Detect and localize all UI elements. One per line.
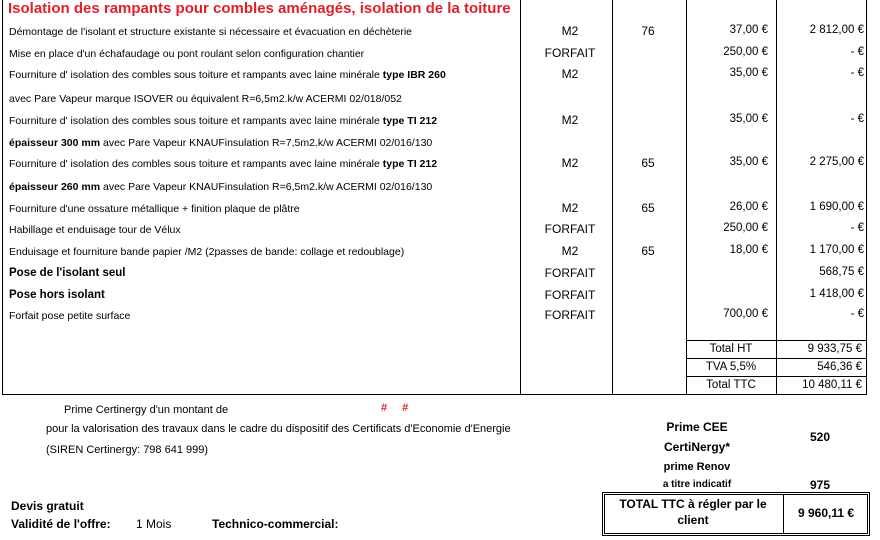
- row-description: [9, 289, 105, 301]
- table-row: [0, 65, 880, 85]
- final-total-divider: [783, 495, 784, 533]
- final-total-label-line-2: client: [677, 513, 709, 527]
- row-description: [9, 246, 404, 258]
- row-description-emphasis: épaisseur 260 mm: [9, 181, 101, 193]
- final-total-value: 9 960,11 €: [797, 506, 855, 520]
- row-unit-price: 700,00 €: [723, 308, 768, 320]
- prime-cee-value: 520: [809, 430, 831, 444]
- row-total: - €: [850, 46, 864, 58]
- row-unit: M2: [561, 113, 579, 127]
- row-total: 1 418,00 €: [809, 288, 864, 300]
- table-row: [0, 44, 880, 64]
- row-description-text: Enduisage et fourniture bande papier /M2 (2passes de bande: collage et redoublage): [9, 246, 405, 258]
- row-description: [9, 137, 432, 149]
- row-description: [9, 203, 300, 215]
- table-row: [0, 220, 880, 240]
- row-total: - €: [850, 113, 864, 125]
- totals-value: 9 933,75 €: [807, 343, 862, 355]
- row-total: - €: [850, 308, 864, 320]
- row-description: [9, 69, 446, 81]
- table-row: [0, 199, 880, 219]
- row-description-text: Fourniture d' isolation des combles sous toiture et rampants avec laine minérale: [9, 115, 383, 127]
- prime-line-2: pour la valorisation des travaux dans le cadre du dispositif des Certificats d'Economie d'Energie: [46, 423, 511, 435]
- row-unit: FORFAIT: [544, 46, 596, 60]
- row-description-text: Mise en place d'un échafaudage ou pont roulant selon configuration chantier: [9, 48, 365, 60]
- row-description-text: avec Pare Vapeur KNAUFinsulation R=7,5m2.k/w ACERMI 02/016/130: [100, 137, 433, 149]
- row-unit: M2: [561, 244, 579, 258]
- table-row: [0, 22, 880, 42]
- row-description: [9, 158, 437, 170]
- row-description-text: Fourniture d'une ossature métallique + finition plaque de plâtre: [9, 203, 300, 215]
- table-row: [0, 89, 880, 109]
- row-unit: FORFAIT: [544, 308, 596, 322]
- totals-label: Total TTC: [706, 379, 756, 391]
- prime-cee-label-2: CertiNergy*: [663, 440, 731, 454]
- prime-line-3: (SIREN Certinergy: 798 641 999): [46, 444, 209, 456]
- prime-renov-sub: a titre indicatif: [662, 479, 732, 490]
- section-title: Isolation des rampants pour combles aménagés, isolation de la toiture: [8, 0, 511, 17]
- row-quantity: 76: [641, 24, 655, 38]
- row-description: [9, 115, 437, 127]
- row-total: 2 275,00 €: [809, 156, 864, 168]
- row-description-text: Fourniture d' isolation des combles sous toiture et rampants avec laine minérale: [9, 158, 383, 170]
- final-total-label-line-1: TOTAL TTC à régler par le: [619, 497, 767, 511]
- prime-renov-label: prime Renov: [663, 461, 731, 473]
- row-description: [9, 93, 402, 105]
- table-row: [0, 133, 880, 153]
- row-description-emphasis: type TI 212: [382, 158, 438, 170]
- totals-row: [688, 342, 866, 360]
- row-total: 1 690,00 €: [809, 201, 864, 213]
- row-quantity: 65: [641, 201, 655, 215]
- prime-line-1: Prime Certinergy d'un montant de: [64, 404, 229, 416]
- table-row: [0, 306, 880, 326]
- row-unit-price: 250,00 €: [723, 46, 768, 58]
- validite-label: Validité de l'offre:: [11, 517, 111, 531]
- row-unit-price: 35,00 €: [729, 67, 768, 79]
- row-description-text: Pose hors isolant: [9, 289, 105, 301]
- row-description: [9, 224, 181, 236]
- row-description-text: Habillage et enduisage tour de Vélux: [9, 224, 181, 236]
- row-unit: FORFAIT: [544, 266, 596, 280]
- prime-amount-placeholder: # #: [381, 402, 415, 414]
- row-description-emphasis: épaisseur 300 mm: [9, 137, 101, 149]
- prime-renov-value: 975: [809, 478, 831, 492]
- row-description-emphasis: type TI 212: [382, 115, 438, 127]
- technico-commercial-label: Technico-commercial:: [212, 517, 339, 531]
- row-description-text: avec Pare Vapeur KNAUFinsulation R=6,5m2.k/w ACERMI 02/016/130: [100, 181, 433, 193]
- totals-value: 10 480,11 €: [802, 379, 862, 391]
- table-row: [0, 111, 880, 131]
- row-unit-price: 37,00 €: [729, 24, 768, 36]
- row-unit: M2: [561, 156, 579, 170]
- table-row: [0, 177, 880, 197]
- totals-label: Total HT: [709, 343, 753, 355]
- table-row: [0, 242, 880, 262]
- row-unit: FORFAIT: [544, 222, 596, 236]
- row-total: - €: [850, 67, 864, 79]
- row-total: 568,75 €: [819, 266, 864, 278]
- totals-label: TVA 5,5%: [705, 361, 757, 373]
- totals-line-top: [686, 340, 867, 341]
- row-total: 1 170,00 €: [809, 244, 864, 256]
- row-unit-price: 250,00 €: [723, 222, 768, 234]
- row-total: - €: [850, 222, 864, 234]
- row-unit: M2: [561, 67, 579, 81]
- totals-row: [688, 360, 866, 378]
- row-unit: M2: [561, 201, 579, 215]
- row-quantity: 65: [641, 156, 655, 170]
- row-description-emphasis: type IBR 260: [382, 69, 446, 81]
- table-row: [0, 286, 880, 306]
- row-description: [9, 48, 364, 60]
- prime-cee-label: Prime CEE: [666, 420, 728, 434]
- row-unit-price: 18,00 €: [729, 244, 768, 256]
- row-description: [9, 267, 126, 279]
- final-total-box: [604, 494, 868, 534]
- row-unit: M2: [561, 24, 579, 38]
- totals-row: [688, 378, 866, 396]
- row-description: [9, 181, 432, 193]
- row-description-text: Démontage de l'isolant et structure existante si nécessaire et évacuation en déchèterie: [9, 26, 412, 38]
- row-description: [9, 26, 412, 38]
- row-unit: FORFAIT: [544, 288, 596, 302]
- final-total-label: [605, 496, 781, 528]
- row-quantity: 65: [641, 244, 655, 258]
- validite-value: 1 Mois: [136, 517, 172, 531]
- row-description-text: Forfait pose petite surface: [9, 310, 131, 322]
- table-row: [0, 264, 880, 284]
- table-row: [0, 154, 880, 174]
- row-total: 2 812,00 €: [809, 24, 864, 36]
- row-unit-price: 35,00 €: [729, 113, 768, 125]
- row-unit-price: 35,00 €: [729, 156, 768, 168]
- row-unit-price: 26,00 €: [729, 201, 768, 213]
- row-description-text: Fourniture d' isolation des combles sous toiture et rampants avec laine minérale: [9, 69, 383, 81]
- row-description-text: Pose de l'isolant seul: [9, 267, 126, 279]
- totals-value: 546,36 €: [817, 361, 862, 373]
- row-description-text: avec Pare Vapeur marque ISOVER ou équivalent R=6,5m2.k/w ACERMI 02/018/052: [9, 93, 402, 105]
- devis-gratuit: Devis gratuit: [11, 499, 84, 513]
- row-description: [9, 310, 130, 322]
